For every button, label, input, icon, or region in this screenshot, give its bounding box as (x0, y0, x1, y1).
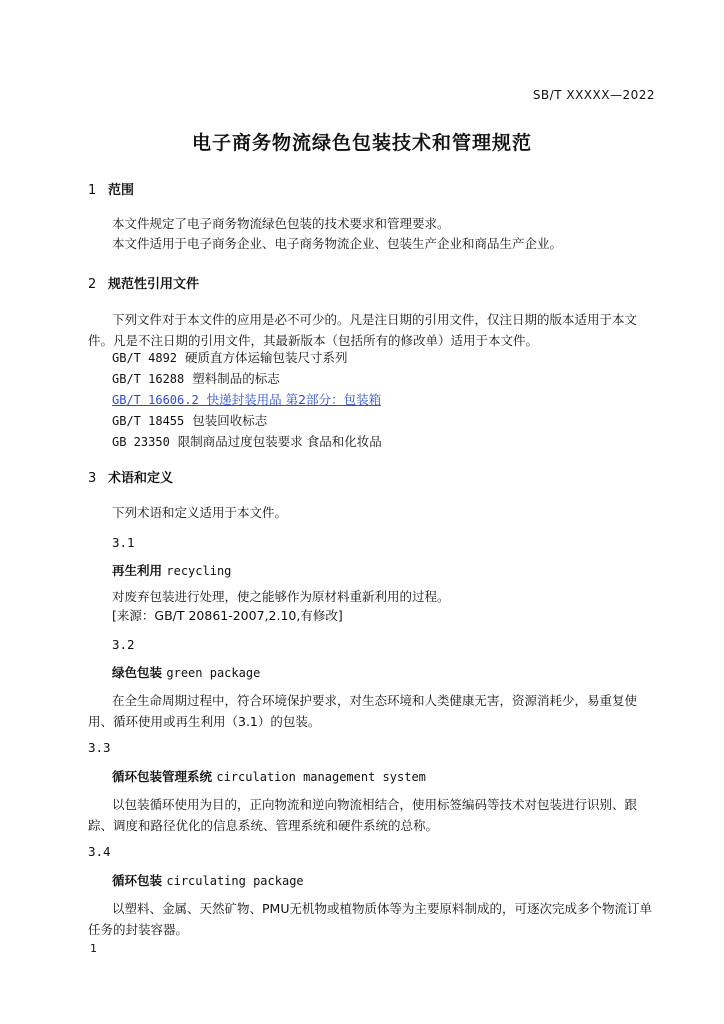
reference-link[interactable] (112, 389, 381, 411)
reference-code: GB 23350 (112, 435, 170, 449)
term-title (112, 767, 426, 785)
term-zh: 循环包装管理系统 (112, 769, 213, 784)
reference-name: 限制商品过度包装要求 食品和化妆品 (177, 434, 382, 449)
reference-code: GB/T 16288 (112, 372, 185, 386)
reference-name[interactable]: 快递封装用品 第2部分：包装箱 (206, 392, 382, 407)
section-1-heading (88, 179, 134, 198)
section-number: 3 (88, 471, 97, 486)
reference-code[interactable]: GB/T 16606.2 (112, 393, 199, 407)
term-number: 3.1 (112, 535, 135, 550)
page-number: 1 (90, 942, 97, 955)
reference-name: 硬质直方体运输包装尺寸系列 (184, 350, 348, 365)
term-en: circulating package (166, 874, 304, 888)
term-zh: 循环包装 (112, 873, 163, 888)
section-3-heading (88, 467, 173, 486)
term-en: green package (166, 666, 261, 680)
term-title (112, 871, 304, 889)
paragraph: 下列术语和定义适用于本文件。 (112, 505, 288, 520)
term-definition: 以包装循环使用为目的，正向物流和逆向物流相结合，使用标签编码等技术对包装进行识别、跟踪、调度和路径优化的信息系统、管理系统和硬件系统的总称。 (88, 797, 638, 833)
paragraph: 本文件规定了电子商务物流绿色包装的技术要求和管理要求。 (112, 216, 450, 231)
section-number: 1 (88, 183, 97, 198)
term-definition: 对废弃包装进行处理，使之能够作为原材料重新利用的过程。 (112, 589, 450, 604)
section-number: 2 (88, 277, 97, 292)
document-title: 电子商务物流绿色包装技术和管理规范 (191, 132, 532, 154)
reference-item (112, 410, 267, 432)
term-title (112, 561, 231, 579)
term-title (112, 663, 260, 681)
term-zh: 再生利用 (112, 563, 163, 578)
term-en: recycling (166, 564, 232, 578)
term-zh: 绿色包装 (112, 665, 163, 680)
reference-code: GB/T 18455 (112, 414, 185, 428)
reference-code: GB/T 4892 (112, 351, 178, 365)
section-title: 范围 (108, 183, 135, 198)
reference-name: 包装回收标志 (192, 413, 268, 428)
term-source: [来源：GB/T 20861-2007,2.10,有修改] (112, 608, 343, 623)
standard-code: SB/T XXXXX—2022 (532, 88, 655, 102)
paragraph: 下列文件对于本文件的应用是必不可少的。凡是注日期的引用文件，仅注日期的版本适用于本文件。凡是不注日期的引用文件，其最新版本（包括所有的修改单）适用于本文件。 (88, 312, 638, 348)
paragraph: 本文件适用于电子商务企业、电子商务物流企业、包装生产企业和商品生产企业。 (112, 236, 563, 251)
section-2-heading (88, 273, 199, 292)
section-title: 规范性引用文件 (108, 277, 200, 292)
term-number: 3.2 (112, 637, 135, 652)
term-en: circulation management system (216, 770, 426, 784)
term-definition: 以塑料、金属、天然矿物、PMU无机物或植物质体等为主要原料制成的，可逐次完成多个物流订单任务的封装容器。 (88, 901, 652, 937)
reference-item (112, 368, 280, 390)
reference-item (112, 431, 382, 453)
term-number: 3.4 (88, 844, 111, 859)
term-number: 3.3 (88, 740, 111, 755)
term-definition: 在全生命周期过程中，符合环境保护要求，对生态环境和人类健康无害，资源消耗少，易重复使用、循环使用或再生利用（3.1）的包装。 (88, 693, 638, 729)
section-title: 术语和定义 (108, 471, 174, 486)
reference-item (112, 347, 348, 369)
reference-name: 塑料制品的标志 (192, 371, 280, 386)
